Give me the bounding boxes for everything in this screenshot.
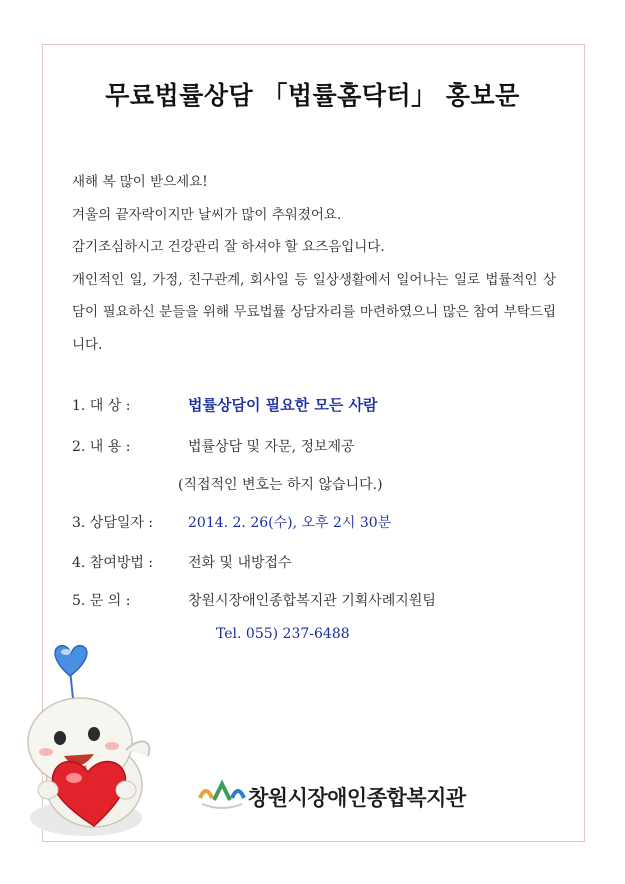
info-value: 전화 및 내방접수 [188, 555, 292, 571]
intro-line: 겨울의 끝자락이지만 날씨가 많이 추워졌어요. [72, 206, 342, 223]
intro-line: 감기조심하시고 건강관리 잘 하셔야 할 요즈음입니다. [72, 239, 385, 255]
info-value: 2014. 2. 26(수), 오후 2시 30분 [188, 515, 392, 531]
info-label: 1. 대 상 : [72, 398, 131, 414]
info-row-content [72, 436, 355, 456]
info-row-target [72, 394, 378, 415]
info-note: (직접적인 변호는 하지 않습니다.) [178, 477, 383, 493]
page-title: 무료법률상담 「법률홈닥터」 홍보문 [105, 81, 520, 110]
info-row-method [72, 552, 292, 572]
tel-number: Tel. 055) 237-6488 [216, 626, 350, 642]
info-label: 3. 상담일자 : [72, 515, 154, 531]
intro-text [72, 166, 556, 361]
info-label: 5. 문 의 : [72, 593, 131, 609]
info-value: 법률상담 및 자문, 정보제공 [188, 439, 355, 455]
logo-text: 창원시장애인종합복지관 [248, 786, 466, 810]
info-label: 2. 내 용 : [72, 439, 131, 455]
intro-paragraph: 개인적인 일, 가정, 친구관계, 회사일 등 일상생활에서 일어나는 일로 법률적인 상담이 필요하신 분들을 위해 무료법률 상담자리를 마련하였으니 많은 참여 부탁드립니다. [72, 271, 556, 353]
organization-logo [196, 776, 466, 816]
intro-line: 새해 복 많이 받으세요! [72, 174, 208, 190]
info-row-date [72, 512, 391, 532]
info-label: 4. 참여방법 : [72, 555, 154, 571]
logo-icon [196, 776, 248, 810]
info-row-inquiry [72, 590, 436, 610]
info-value: 법률상담이 필요한 모든 사람 [188, 396, 378, 414]
mascot-heart-illustration [8, 640, 178, 840]
info-value: 창원시장애인종합복지관 기획사례지원팀 [188, 593, 436, 609]
